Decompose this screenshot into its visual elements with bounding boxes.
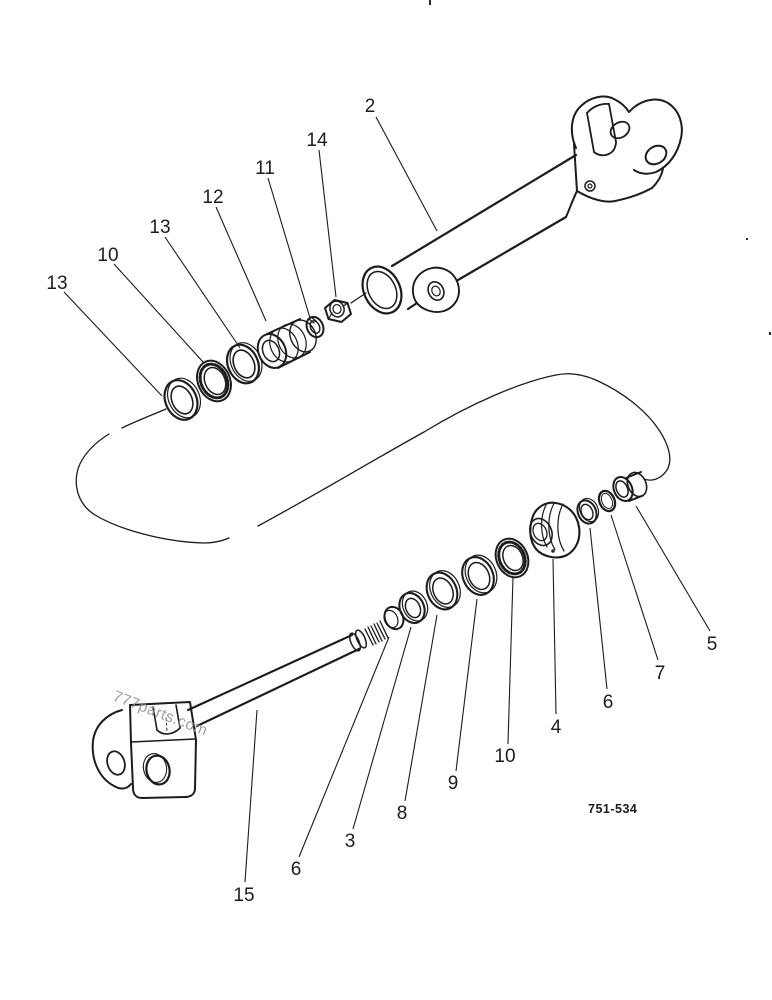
port-boss bbox=[413, 268, 459, 312]
leader-10a bbox=[114, 264, 204, 363]
ring-3-outer bbox=[395, 589, 430, 627]
leader-7 bbox=[611, 515, 658, 660]
watermark: 777parts.com bbox=[110, 687, 210, 740]
clevis-front-ear-hole bbox=[642, 142, 670, 168]
clevis-slot-left bbox=[587, 113, 594, 152]
leader-13b bbox=[165, 237, 240, 348]
callout-12: 12 bbox=[202, 187, 224, 208]
loop-segment-2 bbox=[76, 434, 229, 543]
callout-11: 11 bbox=[255, 158, 275, 179]
ring-9-outer bbox=[456, 552, 499, 600]
clevis-back-ear-hole bbox=[608, 118, 633, 141]
callout-labels bbox=[46, 96, 717, 906]
rod-top-edge bbox=[188, 635, 352, 710]
leader-8 bbox=[405, 615, 437, 801]
callout-13b: 13 bbox=[149, 217, 171, 238]
loop-segment-3 bbox=[258, 374, 670, 526]
clevis-front-ear bbox=[629, 100, 682, 174]
callout-13a: 13 bbox=[46, 273, 68, 294]
callout-8: 8 bbox=[396, 803, 408, 824]
leader-12 bbox=[216, 207, 266, 321]
scan-speck-right-2 bbox=[769, 332, 771, 335]
leader-4 bbox=[553, 559, 556, 714]
callout-3: 3 bbox=[344, 831, 356, 852]
leader-13a bbox=[64, 292, 162, 396]
callout-2: 2 bbox=[364, 96, 376, 117]
piston-4-notch bbox=[551, 549, 555, 553]
clevis-slot-top bbox=[587, 104, 609, 113]
leader-3 bbox=[353, 627, 411, 829]
rod-bottom-edge bbox=[197, 649, 359, 726]
grease-fitting-inner bbox=[588, 184, 592, 188]
callout-14: 14 bbox=[306, 130, 328, 151]
leader-15 bbox=[245, 710, 257, 882]
rod-threads bbox=[365, 621, 388, 645]
grease-fitting-outer bbox=[585, 181, 595, 191]
ring-8-side bbox=[424, 566, 466, 613]
leader-2 bbox=[376, 117, 437, 231]
axis-line bbox=[351, 293, 366, 303]
leader-10b bbox=[508, 577, 513, 744]
barrel-neck-edge bbox=[566, 191, 577, 217]
rod-clevis-back-hole bbox=[104, 749, 128, 777]
callout-4: 4 bbox=[550, 717, 562, 738]
callout-10a: 10 bbox=[97, 245, 119, 266]
ring-11-outer bbox=[303, 314, 326, 340]
cylinder-tube-assembly bbox=[355, 97, 682, 320]
port-hole-inner bbox=[430, 285, 442, 297]
scan-speck-top bbox=[429, 0, 431, 5]
piston-rod-assembly bbox=[93, 469, 651, 798]
nut-14-bore bbox=[332, 303, 343, 314]
callout-6b: 6 bbox=[602, 692, 614, 713]
leader-9 bbox=[456, 599, 477, 771]
leader-5 bbox=[636, 506, 710, 631]
callout-5: 5 bbox=[706, 634, 718, 655]
port-hole-outer bbox=[425, 279, 447, 303]
ring-11-inner bbox=[308, 319, 322, 335]
scan-speck-right-1 bbox=[746, 238, 748, 240]
callout-10b: 10 bbox=[494, 746, 516, 767]
rod-clevis-front-hole bbox=[144, 753, 173, 786]
loop-segment-1 bbox=[122, 409, 166, 428]
barrel-open-end-inner bbox=[361, 267, 402, 314]
barrel-bottom-edge-2 bbox=[458, 217, 566, 280]
clevis-left-edge bbox=[574, 144, 577, 191]
leader-11 bbox=[268, 178, 310, 318]
barrel-bottom-edge-1 bbox=[408, 303, 417, 309]
callout-6a: 6 bbox=[290, 859, 302, 880]
figure-number: 751-534 bbox=[588, 802, 638, 816]
leader-14 bbox=[319, 150, 336, 297]
callout-9: 9 bbox=[447, 773, 459, 794]
leader-6b bbox=[590, 528, 607, 689]
clevis-slot-bottom bbox=[594, 142, 616, 155]
rod-clevis-back-ear bbox=[93, 710, 131, 788]
rod-clevis-face-edge bbox=[131, 739, 195, 742]
gland-12-bottom-edge bbox=[278, 352, 310, 368]
barrel-open-end-outer bbox=[355, 260, 409, 320]
barrel-top-edge bbox=[392, 155, 576, 266]
callout-7: 7 bbox=[654, 663, 666, 684]
callout-15: 15 bbox=[233, 885, 255, 906]
